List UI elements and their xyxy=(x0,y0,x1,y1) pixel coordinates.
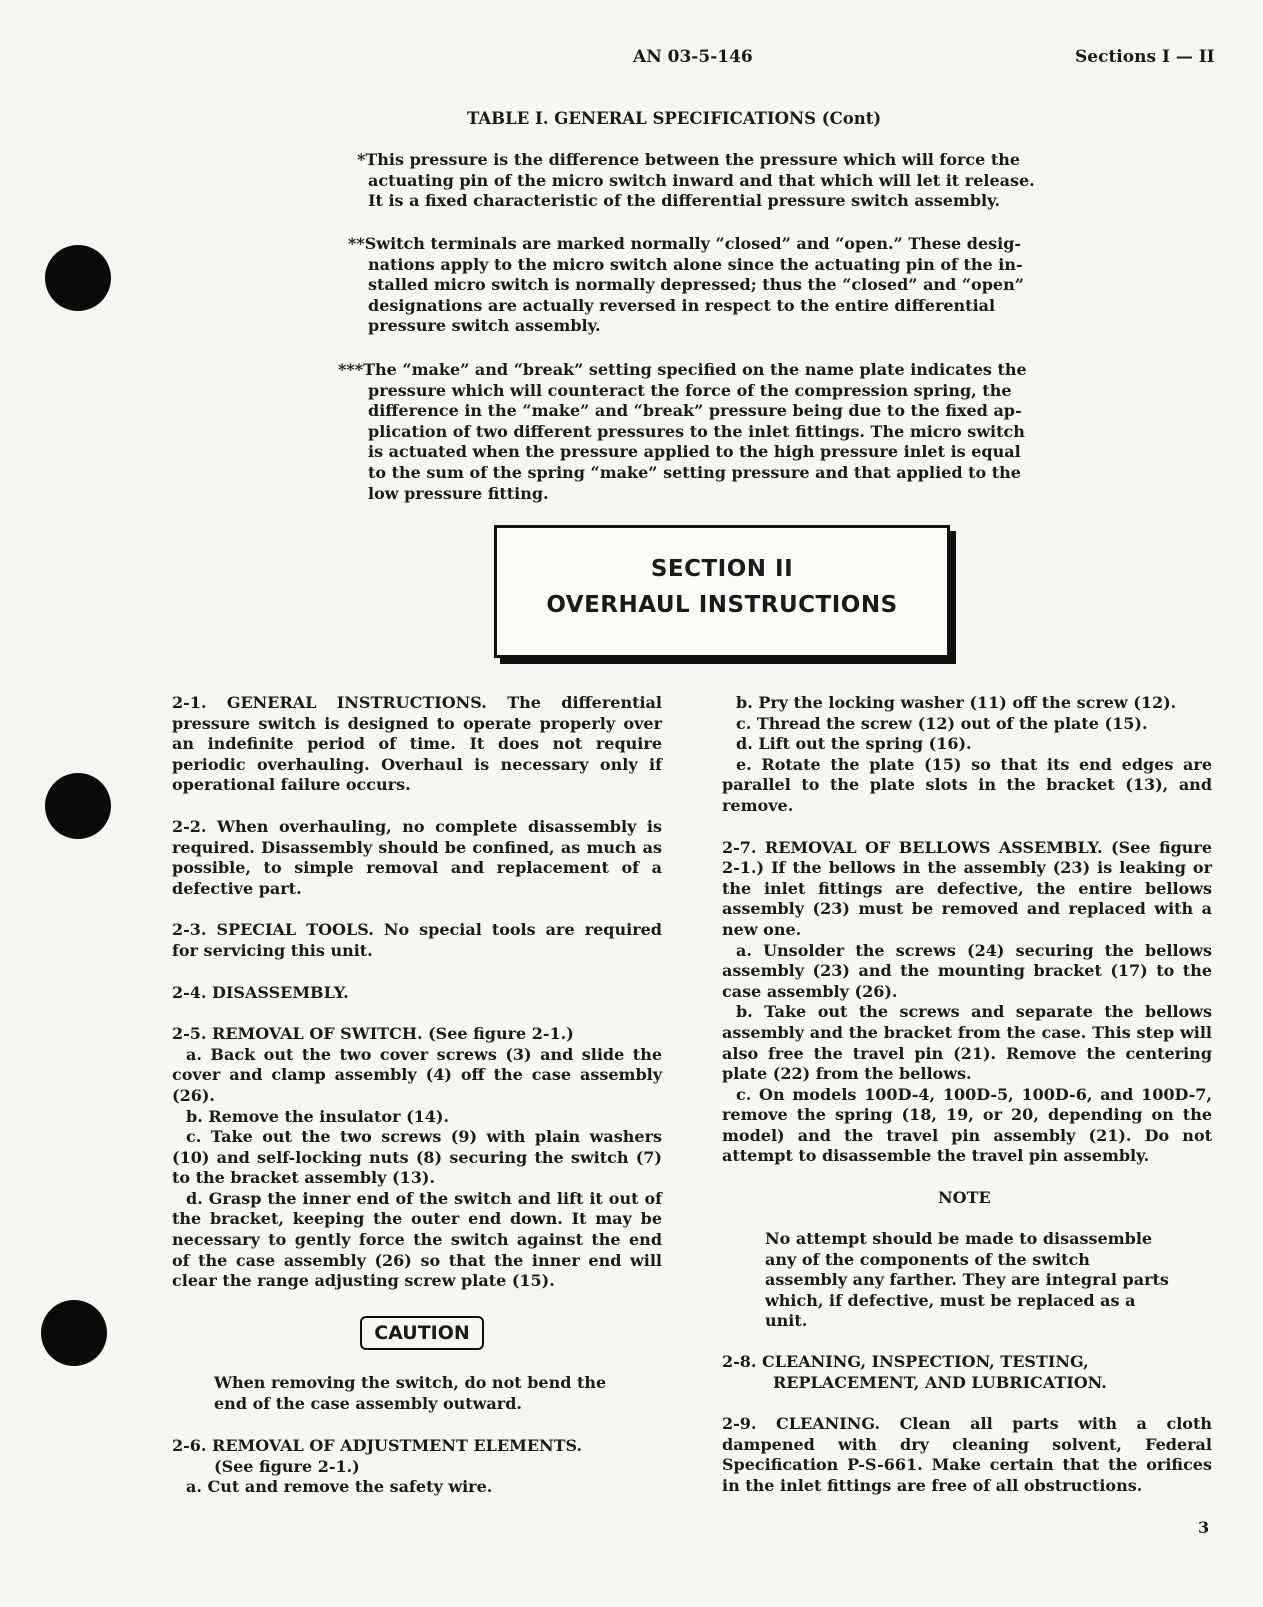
footnote-line: It is a fixed characteristic of the differential pressure switch assembly. xyxy=(368,191,1001,211)
footnote-line: difference in the “make” and “break” pressure being due to the fixed ap- xyxy=(368,401,1022,421)
footnote-line: is actuated when the pressure applied to the high pressure inlet is equal xyxy=(368,442,1021,462)
footnote-3 xyxy=(338,360,1048,504)
paragraph-2-9: 2-9. CLEANING. Clean all parts with a cloth dampened with dry cleaning solvent, Federal Specification P-S-661. Make certain that the orifices in the inlet fittings are free of all obstructions. xyxy=(722,1414,1212,1495)
paragraph-2-3: 2-3. SPECIAL TOOLS. No special tools are required for servicing this unit. xyxy=(172,920,662,960)
footnote-line: to the sum of the spring “make” setting pressure and that applied to the xyxy=(368,462,1021,482)
right-column xyxy=(722,693,1212,1167)
step-2-6-c: c. Thread the screw (12) out of the plate (15). xyxy=(736,713,1148,733)
left-column xyxy=(172,693,662,1292)
footnote-line: designations are actually reversed in respect to the entire differential xyxy=(368,295,996,315)
paragraph-2-6-see: (See figure 2-1.) xyxy=(214,1456,360,1476)
footnote-line: **Switch terminals are marked normally “closed” and “open.” These desig- xyxy=(348,234,1022,253)
step-2-6-e: e. Rotate the plate (15) so that its end edges are parallel to the plate slots in the bracket (13), and remove. xyxy=(722,754,1212,815)
binder-hole xyxy=(41,1300,107,1366)
table-title: TABLE I. GENERAL SPECIFICATIONS (Cont) xyxy=(467,109,882,128)
step-2-6-b: b. Pry the locking washer (11) off the screw (12). xyxy=(736,693,1177,712)
footnote-line: *This pressure is the difference between the pressure which will force the xyxy=(357,150,1021,169)
step-2-5-b: b. Remove the insulator (14). xyxy=(186,1106,450,1126)
step-2-5-d: d. Grasp the inner end of the switch and lift it out of the bracket, keeping the outer end down. It may be necessary to gently force the switch against the end of the case assembly (26) so that the inner end will clear the range adjusting screw plate (15). xyxy=(172,1188,662,1291)
page-number: 3 xyxy=(1198,1518,1210,1537)
paragraph-2-1: 2-1. GENERAL INSTRUCTIONS. The differential pressure switch is designed to operate properly over an indefinite period of time. It does not require periodic overhauling. Overhaul is necessary only if operational failure occurs. xyxy=(172,693,662,795)
footnote-line: actuating pin of the micro switch inward and that which will let it release. xyxy=(368,170,1035,190)
section-reference: Sections I — II xyxy=(1075,47,1215,67)
paragraph-2-8-line1: 2-8. CLEANING, INSPECTION, TESTING, xyxy=(722,1352,1089,1371)
step-2-6-d: d. Lift out the spring (16). xyxy=(736,734,972,754)
step-2-7-c: c. On models 100D-4, 100D-5, 100D-6, and 100D-7, remove the spring (18, 19, or 20, depending on the model) and the travel pin assembly (21). Do not attempt to disassemble the travel pin assembly. xyxy=(722,1084,1212,1166)
paragraph-2-8-line2: REPLACEMENT, AND LUBRICATION. xyxy=(773,1372,1107,1392)
doc-number: AN 03-5-146 xyxy=(633,47,753,67)
step-2-5-a: a. Back out the two cover screws (3) and slide the cover and clamp assembly (4) off the case assembly (26). xyxy=(172,1044,662,1105)
paragraph-2-4: 2-4. DISASSEMBLY. xyxy=(172,982,349,1002)
footnote-line: plication of two different pressures to the inlet fittings. The micro switch xyxy=(368,421,1025,441)
footnote-2 xyxy=(348,234,1048,337)
binder-hole xyxy=(45,245,111,311)
section-heading-box xyxy=(494,525,950,658)
step-2-7-a: a. Unsolder the screws (24) securing the bellows assembly (23) and the mounting bracket (17) to the case assembly (26). xyxy=(722,940,1212,1001)
step-2-5-c: c. Take out the two screws (9) with plain washers (10) and self-locking nuts (8) securing the switch (7) to the bracket assembly (13). xyxy=(172,1127,662,1188)
step-2-7-b: b. Take out the screws and separate the bellows assembly and the bracket from the case. This step will also free the travel pin (21). Remove the centering plate (22) from the bellows. xyxy=(722,1002,1212,1084)
paragraph-2-2: 2-2. When overhauling, no complete disassembly is required. Disassembly should be confined, as much as possible, to simple removal and replacement of a defective part. xyxy=(172,816,662,898)
note-text: No attempt should be made to disassemble any of the components of the switch assembly any farther. They are integral parts which, if defective, must be replaced as a unit. xyxy=(765,1229,1169,1331)
paragraph-2-5: 2-5. REMOVAL OF SWITCH. (See figure 2-1.) xyxy=(172,1024,574,1044)
footnote-line: stalled micro switch is normally depressed; thus the “closed” and “open” xyxy=(368,275,1024,295)
right-column-bottom xyxy=(722,1352,1212,1497)
paragraph-2-6: 2-6. REMOVAL OF ADJUSTMENT ELEMENTS. xyxy=(172,1436,583,1455)
caution-label: CAUTION xyxy=(360,1316,484,1350)
footnote-1 xyxy=(357,150,1047,212)
footnote-line: pressure which will counteract the force of the compression spring, the xyxy=(368,380,1012,400)
paragraph-2-7: 2-7. REMOVAL OF BELLOWS ASSEMBLY. (See figure 2-1.) If the bellows in the assembly (23) is leaking or the inlet fittings are defective, the entire bellows assembly (23) must be removed and replaced with a new one. xyxy=(722,837,1212,939)
left-column-bottom xyxy=(172,1436,662,1498)
footnote-line: nations apply to the micro switch alone since the actuating pin of the in- xyxy=(368,254,1023,274)
footnote-line: ***The “make” and “break” setting specified on the name plate indicates the xyxy=(338,360,1027,379)
note-title: NOTE xyxy=(938,1188,991,1207)
section-title: OVERHAUL INSTRUCTIONS xyxy=(546,592,898,618)
step-2-6-a: a. Cut and remove the safety wire. xyxy=(186,1477,493,1497)
footnote-line: pressure switch assembly. xyxy=(368,316,601,336)
footnote-line: low pressure fitting. xyxy=(368,483,549,503)
section-number: SECTION II xyxy=(650,556,794,582)
binder-hole xyxy=(45,773,111,839)
caution-text: When removing the switch, do not bend the end of the case assembly outward. xyxy=(214,1373,607,1413)
